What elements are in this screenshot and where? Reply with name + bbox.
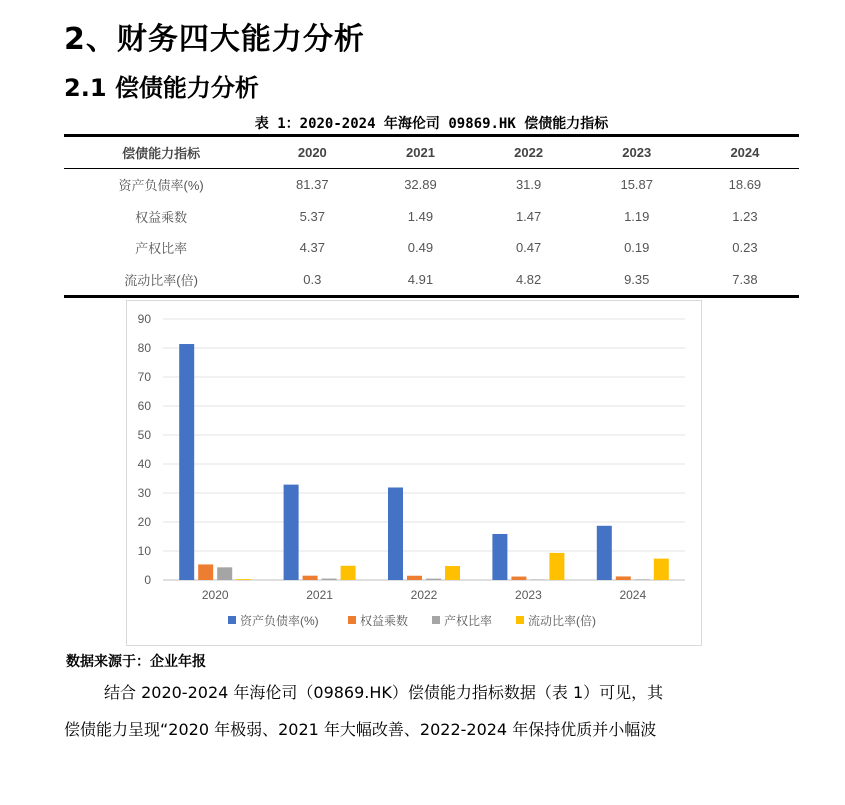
bar <box>635 579 650 580</box>
table-cell: 7.38 <box>732 271 758 287</box>
table-cell: 32.89 <box>404 177 437 193</box>
table-row <box>64 232 799 264</box>
y-tick-label: 0 <box>144 573 151 587</box>
x-tick-label: 2020 <box>201 588 229 602</box>
table-cell: 1.19 <box>624 208 650 224</box>
x-tick-label: 2023 <box>515 588 542 602</box>
y-tick-label: 10 <box>137 544 151 558</box>
table-cell: 9.35 <box>624 271 650 287</box>
x-tick-label: 2021 <box>306 588 333 602</box>
bar <box>322 579 337 580</box>
table-row <box>64 169 799 201</box>
legend-label: 权益乘数 <box>360 614 409 628</box>
bar <box>530 579 545 580</box>
bar <box>217 567 232 580</box>
header-year: 2021 <box>406 145 435 160</box>
table-cell: 5.37 <box>299 208 325 224</box>
row-label: 流动比率(倍) <box>124 272 198 288</box>
row-label: 权益乘数 <box>135 209 188 225</box>
table-row <box>64 201 799 233</box>
table-cell: 18.69 <box>728 177 762 193</box>
table-cell: 1.23 <box>732 208 758 224</box>
y-tick-label: 70 <box>137 370 151 384</box>
bar <box>341 566 356 580</box>
bar <box>511 577 526 580</box>
solvency-table <box>64 134 799 298</box>
y-tick-label: 50 <box>137 428 151 442</box>
legend-swatch <box>228 616 236 624</box>
legend-swatch <box>516 616 524 624</box>
table-cell: 0.49 <box>407 240 434 256</box>
header-year: 2023 <box>622 145 652 160</box>
bar-chart-svg <box>127 301 701 645</box>
table-cell: 1.49 <box>407 208 434 224</box>
source-note: 数据来源于：企业年报 <box>66 654 206 670</box>
y-tick-label: 20 <box>137 515 151 529</box>
legend-label: 产权比率 <box>444 614 493 628</box>
bar <box>407 576 422 580</box>
header-year: 2024 <box>730 145 760 160</box>
table-cell: 0.19 <box>624 240 650 256</box>
bar <box>445 566 460 580</box>
bar <box>654 559 669 580</box>
header-year: 2020 <box>297 145 327 160</box>
bar <box>179 344 194 580</box>
bar <box>426 579 441 580</box>
legend-label: 流动比率(倍) <box>528 614 596 628</box>
bar <box>616 576 631 580</box>
bar <box>549 553 564 580</box>
table-cell: 15.87 <box>620 177 654 193</box>
bar <box>388 487 403 580</box>
table-cell: 4.91 <box>407 271 434 287</box>
table-bottom-rule <box>64 295 799 298</box>
table-cell: 31.9 <box>515 177 542 193</box>
section-heading: 2、财务四大能力分析 <box>64 22 365 57</box>
bar <box>597 526 612 580</box>
x-tick-label: 2022 <box>410 588 438 602</box>
row-label: 资产负债率(%) <box>118 178 204 194</box>
y-tick-label: 30 <box>137 486 151 500</box>
bar <box>284 485 299 580</box>
x-tick-label: 2024 <box>619 588 647 602</box>
legend-swatch <box>348 616 356 624</box>
header-year: 2022 <box>514 145 544 160</box>
bar <box>492 534 507 580</box>
table-cell: 4.82 <box>515 271 542 287</box>
table-caption: 表 1：2020-2024 年海伦司 09869.HK 偿债能力指标 <box>254 116 609 132</box>
subsection-heading: 2.1 偿债能力分析 <box>64 74 259 102</box>
table-header-row <box>64 137 799 168</box>
body-paragraph-line-1: 结合 2020-2024 年海伦司（09869.HK）偿债能力指标数据（表 1）可见，其 <box>104 683 664 702</box>
header-indicator: 偿债能力指标 <box>122 146 201 161</box>
bar <box>198 564 213 580</box>
table-cell: 1.47 <box>515 208 542 224</box>
table-cell: 81.37 <box>296 177 329 193</box>
table-cell: 0.3 <box>303 271 322 287</box>
table-cell: 0.47 <box>515 240 542 256</box>
y-tick-label: 80 <box>137 341 151 355</box>
row-label: 产权比率 <box>135 241 188 257</box>
table-row <box>64 264 799 296</box>
legend-swatch <box>432 616 440 624</box>
y-tick-label: 60 <box>137 399 151 413</box>
bar <box>303 576 318 580</box>
solvency-chart <box>126 300 702 646</box>
y-tick-label: 90 <box>137 312 151 326</box>
table-cell: 4.37 <box>299 240 325 256</box>
y-tick-label: 40 <box>137 457 151 471</box>
body-paragraph-line-2: 偿债能力呈现“2020 年极弱、2021 年大幅改善、2022-2024 年保持优质并小幅波 <box>64 720 657 739</box>
table-cell: 0.23 <box>732 240 758 256</box>
bar <box>236 579 251 580</box>
legend-label: 资产负债率(%) <box>240 614 319 628</box>
